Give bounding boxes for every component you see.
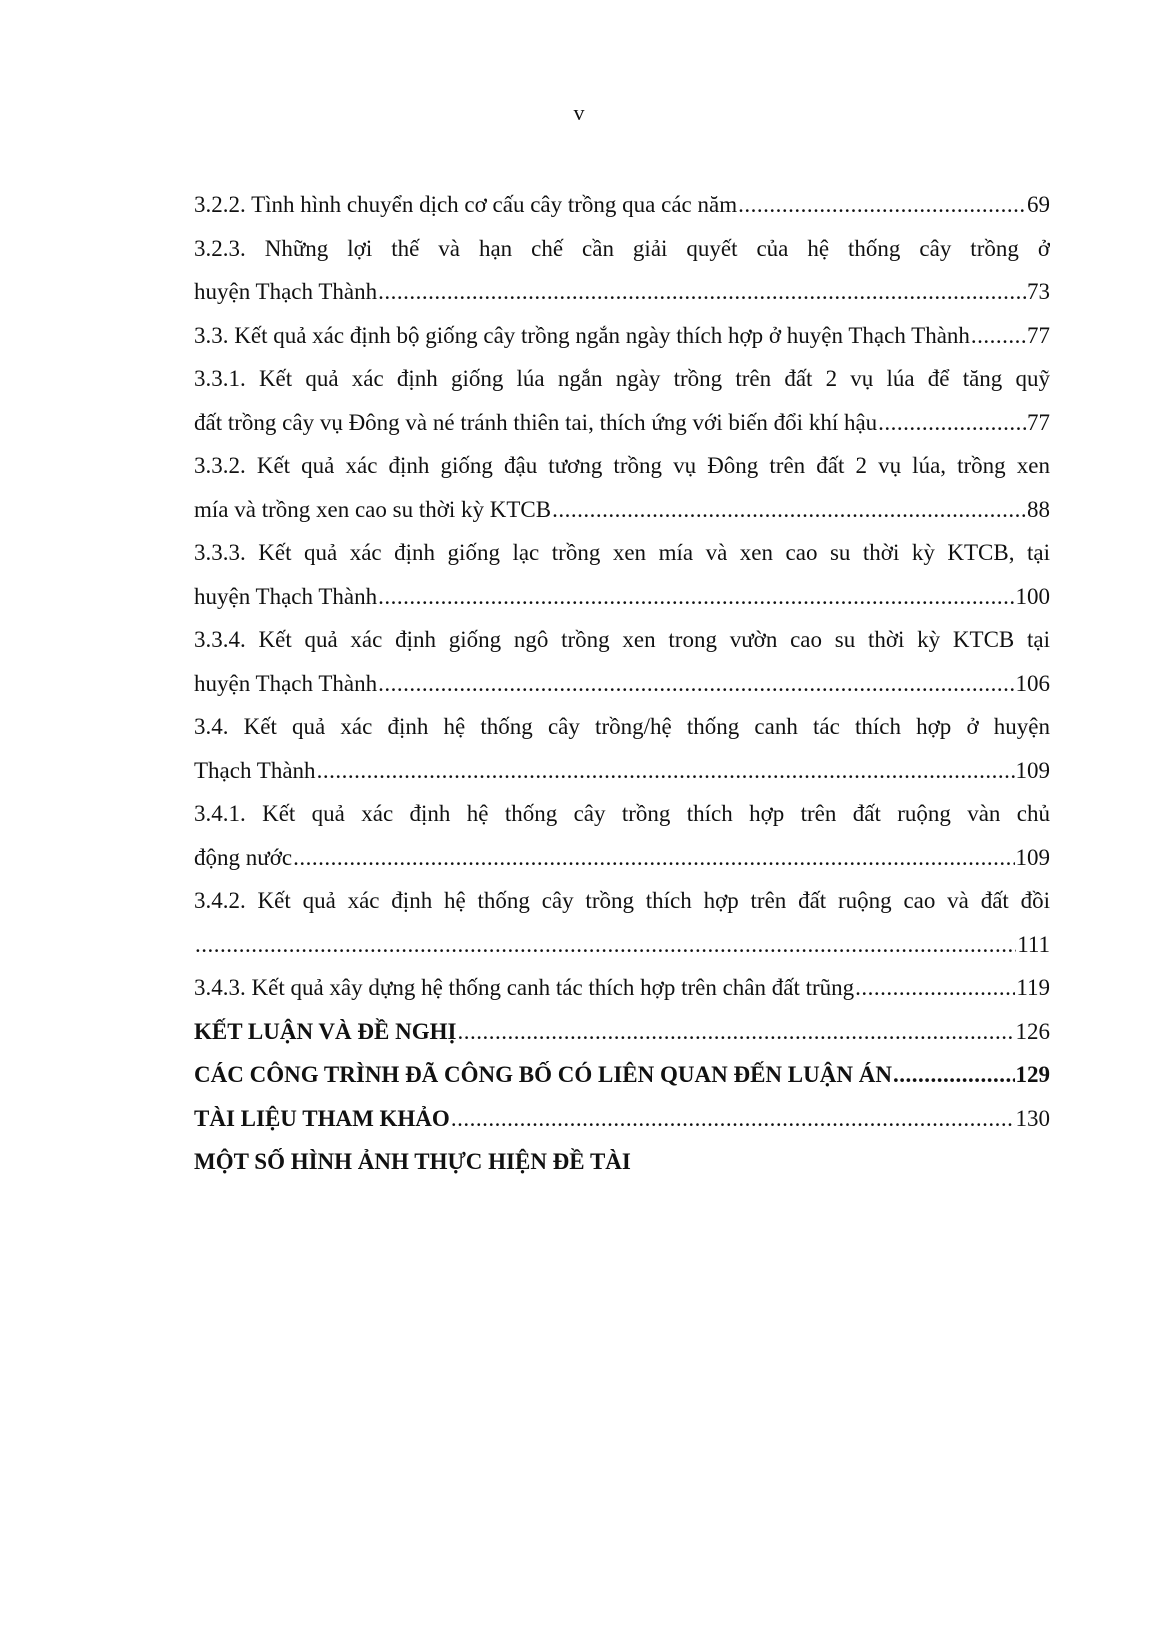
toc-leader-dots	[971, 314, 1026, 358]
toc-page-number: 100	[1015, 583, 1050, 609]
toc-entry-title: huyện Thạch Thành	[194, 279, 378, 304]
toc-entry	[194, 749, 1050, 793]
toc-entry-title: huyện Thạch Thành	[194, 670, 378, 696]
toc-entry	[194, 401, 1050, 445]
toc-leader-dots	[317, 749, 1015, 793]
toc-page-number: 130	[1015, 1105, 1050, 1131]
toc-entry-first-line: 3.4.2. Kết quả xác định hệ thống cây trồng thích hợp trên đất ruộng cao và đất đồi	[194, 888, 1050, 913]
table-of-contents	[194, 183, 1050, 1184]
toc-entry-title: 3.2.2. Tình hình chuyển dịch cơ cấu cây trồng qua các năm	[194, 192, 738, 217]
toc-page-number: 88	[1027, 496, 1050, 522]
toc-page-number: 73	[1027, 279, 1050, 304]
toc-leader-dots	[893, 1053, 1015, 1097]
toc-entry-title: KẾT LUẬN VÀ ĐỀ NGHỊ	[194, 1018, 457, 1044]
toc-entry	[194, 923, 1050, 967]
toc-leader-dots	[738, 183, 1026, 227]
toc-entry	[194, 662, 1050, 706]
toc-leader-dots	[195, 923, 1016, 967]
toc-heading: MỘT SỐ HÌNH ẢNH THỰC HIỆN ĐỀ TÀI	[194, 1149, 631, 1174]
toc-entry-first-line: 3.4. Kết quả xác định hệ thống cây trồng/hệ thống canh tác thích hợp ở huyện	[194, 714, 1050, 739]
toc-page-number: 69	[1027, 192, 1050, 217]
toc-entry-title: TÀI LIỆU THAM KHẢO	[194, 1105, 450, 1131]
toc-leader-dots	[378, 575, 1014, 619]
toc-page-number: 109	[1015, 844, 1050, 870]
toc-page-number: 129	[1015, 1062, 1050, 1087]
toc-page-number: 119	[1016, 975, 1050, 1000]
toc-page-number: 77	[1027, 409, 1050, 435]
toc-entry-title: đất trồng cây vụ Đông và né tránh thiên tai, thích ứng với biến đổi khí hậu	[194, 409, 878, 435]
toc-entry-title: 3.4.3. Kết quả xây dựng hệ thống canh tác thích hợp trên chân đất trũng	[194, 975, 855, 1000]
toc-entry-title: Thạch Thành	[194, 757, 316, 783]
toc-page-number: 106	[1015, 670, 1050, 696]
toc-entry-title: mía và trồng xen cao su thời kỳ KTCB	[194, 496, 552, 522]
toc-leader-dots	[457, 1010, 1014, 1054]
toc-entry-first-line: 3.3.1. Kết quả xác định giống lúa ngắn ngày trồng trên đất 2 vụ lúa để tăng quỹ	[194, 366, 1050, 391]
toc-page-number: 109	[1015, 757, 1050, 783]
toc-page-number: 77	[1027, 322, 1050, 348]
toc-leader-dots	[855, 966, 1015, 1010]
toc-entry	[194, 1097, 1050, 1141]
toc-entry-title: CÁC CÔNG TRÌNH ĐÃ CÔNG BỐ CÓ LIÊN QUAN ĐẾN LUẬN ÁN	[194, 1062, 892, 1087]
toc-entry	[194, 966, 1050, 1010]
toc-page-number: 126	[1015, 1018, 1050, 1044]
toc-entry	[194, 488, 1050, 532]
toc-entry-title: huyện Thạch Thành	[194, 583, 378, 609]
toc-entry	[194, 314, 1050, 358]
toc-entry-first-line: 3.3.3. Kết quả xác định giống lạc trồng xen mía và xen cao su thời kỳ KTCB, tại	[194, 540, 1050, 565]
toc-entry-first-line: 3.2.3. Những lợi thế và hạn chế cần giải quyết của hệ thống cây trồng ở	[194, 235, 1050, 261]
toc-leader-dots	[878, 401, 1026, 445]
toc-entry-title: động nước	[194, 844, 293, 870]
toc-entry-title: 3.3. Kết quả xác định bộ giống cây trồng ngắn ngày thích hợp ở huyện Thạch Thành	[194, 322, 970, 348]
toc-entry	[194, 270, 1050, 314]
toc-page-number: 111	[1017, 931, 1050, 957]
toc-leader-dots	[293, 836, 1014, 880]
toc-leader-dots	[451, 1097, 1015, 1141]
toc-leader-dots	[378, 662, 1014, 706]
toc-entry	[194, 575, 1050, 619]
toc-leader-dots	[552, 488, 1026, 532]
toc-entry	[194, 836, 1050, 880]
toc-entry-first-line: 3.3.4. Kết quả xác định giống ngô trồng xen trong vườn cao su thời kỳ KTCB tại	[194, 627, 1050, 652]
toc-entry	[194, 1053, 1050, 1097]
toc-entry-first-line: 3.3.2. Kết quả xác định giống đậu tương trồng vụ Đông trên đất 2 vụ lúa, trồng xen	[194, 453, 1050, 478]
page-number: v	[573, 100, 585, 125]
toc-leader-dots	[378, 270, 1026, 314]
toc-entry	[194, 1010, 1050, 1054]
toc-entry	[194, 183, 1050, 227]
toc-entry-first-line: 3.4.1. Kết quả xác định hệ thống cây trồng thích hợp trên đất ruộng vàn chủ	[194, 801, 1050, 826]
